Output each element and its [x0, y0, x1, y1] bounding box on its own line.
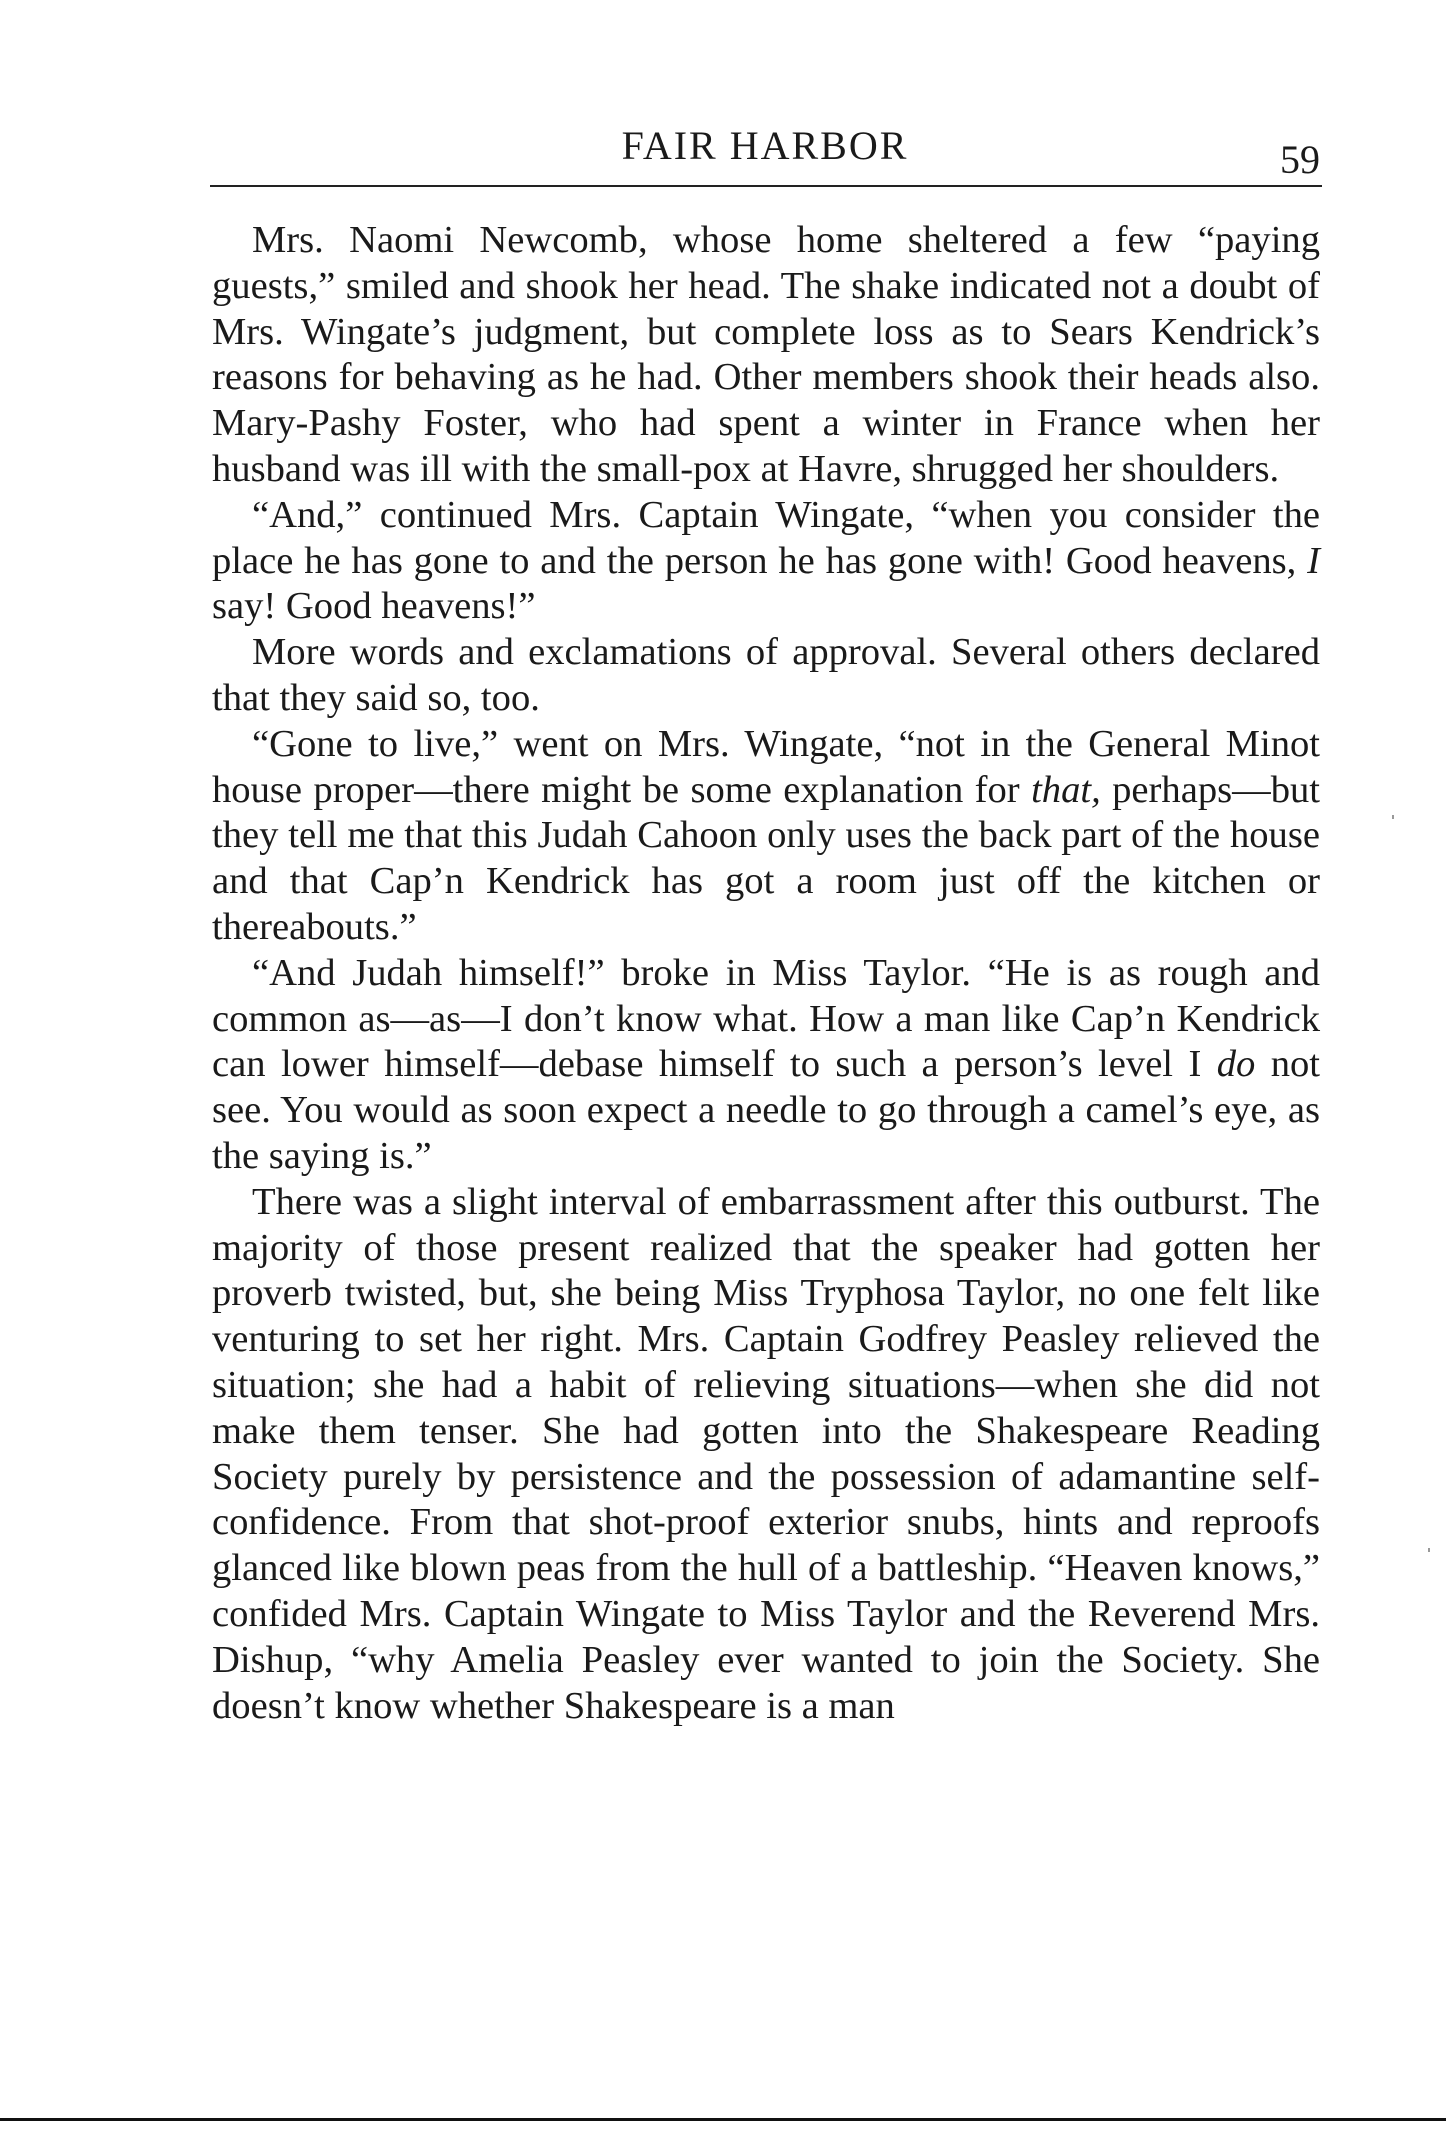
running-head	[210, 122, 1320, 182]
text-run: More words and exclamations of approval. Several others declared that they said so, too.	[212, 631, 1320, 719]
body-text	[212, 218, 1320, 1729]
text-run: “And,” continued Mrs. Captain Wingate, “when you consider the place he has gone to and the person he has gone with! Good heavens,	[212, 493, 1320, 582]
italic-text: do	[1216, 1043, 1256, 1086]
italic-text: I	[1307, 539, 1320, 582]
margin-speck	[1392, 815, 1394, 819]
italic-text: that,	[1031, 768, 1101, 811]
page-number: 59	[1280, 137, 1320, 182]
paragraph	[212, 630, 1320, 722]
paragraph	[212, 218, 1320, 493]
text-run: “And Judah himself!” broke in Miss Taylor. “He is as rough and common as—as—I don’t know what. How a man like Cap’n Kendrick can lower himself—debase himself to such a person’s level I	[212, 951, 1320, 1086]
text-run: Mrs. Naomi Newcomb, whose home sheltered a few “paying guests,” smiled and shook her head. The shake indicated not a doubt of Mrs. Wingate’s judgment, but complete loss as to Sears Kendrick’s reasons for behaving as he had. Other members shook their heads also. Mary-Pashy Foster, who had spent a winter in France when her husband was ill with the small-pox at Havre, shrugged her shoulders.	[212, 219, 1320, 490]
paragraph	[212, 493, 1320, 630]
paragraph	[212, 951, 1320, 1180]
paragraph	[212, 1180, 1320, 1730]
running-title: FAIR HARBOR	[621, 123, 909, 168]
header-rule	[210, 185, 1322, 187]
margin-speck	[1428, 1548, 1430, 1552]
paragraph	[212, 722, 1320, 951]
text-run: perhaps—but they tell me that this Judah Cahoon only uses the back part of the house and that Cap’n Kendrick has got a room just off the kitchen or thereabouts.”	[212, 768, 1320, 948]
text-run: There was a slight interval of embarrassment after this outburst. The majority of those present realized that the speaker had gotten her proverb twisted, but, she being Miss Tryphosa Taylor, no one felt like venturing to set her right. Mrs. Captain Godfrey Peasley relieved the situation; she had a habit of relieving situations—when she did not make them tenser. She had gotten into the Shakespeare Reading Society purely by persistence and the possession of adamantine self-confidence. From that shot-proof exterior snubs, hints and reproofs glanced like blown peas from the hull of a battleship. “Heaven knows,” confided Mrs. Captain Wingate to Miss Taylor and the Reverend Mrs. Dishup, “why Amelia Peasley ever wanted to join the Society. She doesn’t know whether Shakespeare is a man	[212, 1180, 1320, 1727]
text-run: say! Good heavens!”	[212, 585, 536, 628]
bottom-edge-rule	[0, 2118, 1446, 2121]
text-run: “Gone to live,” went on Mrs. Wingate, “not in the General Minot house proper—there might be some explanation for	[212, 722, 1320, 811]
text-run: not see. You would as soon expect a needle to go through a camel’s eye, as the saying is.”	[212, 1043, 1320, 1177]
